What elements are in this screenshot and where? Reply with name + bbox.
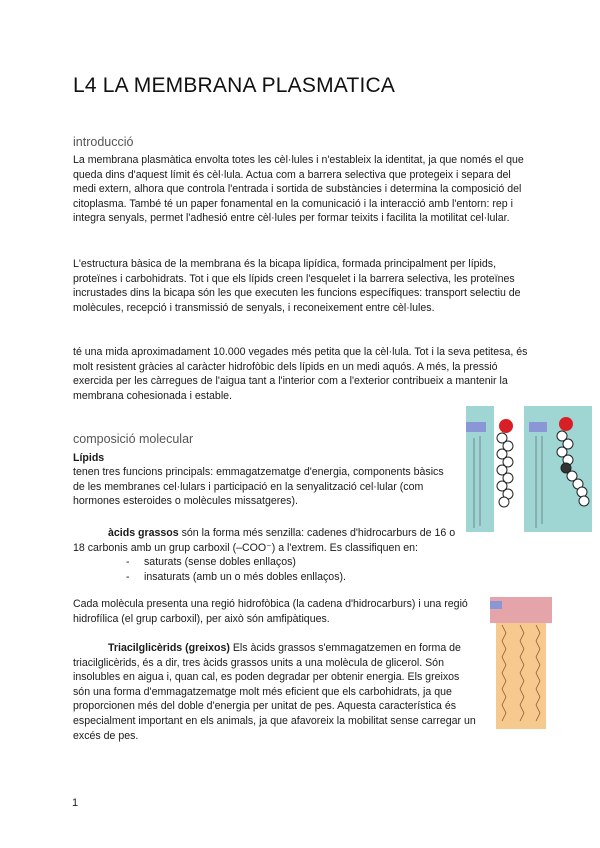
carbon-atom [577, 487, 587, 497]
oxygen-atom [499, 419, 513, 433]
triacylglyceride-figure [490, 597, 552, 729]
triacylglycerides-text: Els àcids grassos s'emmagatzemen en forma de triacilglicèrids, és a dir, tres àcids grassos units a una molècula de glicerol. Són insolubles en aigua i, quan cal, es poden degradar per obtenir energia. Els greixos són una forma d'emmagatzematge molt més eficient que els carbohidrats, ja que proporcionen més del doble d'energia per unitat de pes. Aquesta característica és especialment important en els animals, ja que afavoreix la mobilitat sense carregar un excés de pes. [73, 642, 476, 742]
carbon-atom [499, 497, 509, 507]
page-number: 1 [72, 797, 79, 809]
fatty-acids-text: són la forma més senzilla: cadenes d'hidrocarburs de 16 o 18 carbonis amb un grup carboxil (–COO⁻) a l'extrem. Es classifiquen en: [73, 527, 456, 554]
fatty-acid-types [124, 555, 424, 584]
lipids-text: tenen tres funcions principals: emmagatzematge d'energia, components bàsics de les membranes cel·lulars i participació en la senyalització cel·lular (com hormones esteroides o molècules missatgeres). [73, 466, 444, 508]
section-heading-intro: introducció [73, 135, 134, 149]
intro-paragraph-3: té una mida aproximadament 10.000 vegades més petita que la cèl·lula. Tot i la seva petitesa, és molt resistent gràcies al caràcter hidrofòbic dels lípids en un medi aquós. A més, la pressió exercida per les càrregues de l'aigua tant a l'interior com a l'exterior contribueix a mantenir la membrana cohesionada i estable. [73, 346, 528, 402]
lipids-title: Lípids [73, 452, 105, 464]
intro-paragraph-1: La membrana plasmàtica envolta totes les cèl·lules i n'estableix la identitat, ja que només el que queda dins d'aquest límit és cèl·lula. Actua com a barrera selectiva que protegeix i separa del medi extern, alhora que controla l'entrada i sortida de substàncies i determina la composició del citoplasma. També té un paper fonamental en la comunicació i la interacció amb l'entorn: rep i integra senyals, permet l'adhesió entre cèl·lules per formar teixits i facilita la motilitat cel·lular. [73, 154, 524, 225]
list-item: - saturats (sense dobles enllaços) [124, 555, 424, 570]
carboxyl-label-box [529, 422, 547, 432]
fatty-acid-molecule-figure [466, 406, 592, 532]
triacylglycerides-term: Triacilglicèrids (greixos) [108, 642, 230, 654]
carbon-atom [579, 496, 589, 506]
page-title: L4 LA MEMBRANA PLASMATICA [73, 74, 396, 97]
fatty-acids-paragraph [73, 526, 458, 555]
carboxyl-label-box [466, 422, 486, 432]
section-heading-composition: composició molecular [73, 432, 194, 446]
glycerol-label-box [490, 601, 502, 609]
intro-paragraph-2: L'estructura bàsica de la membrana és la bicapa lipídica, formada principalment per lípids, proteïnes i carbohidrats. Tot i que els lípids creen l'esquelet i la barrera selectiva, les proteïnes incrustades dins la bicapa són les que executen les funcions específiques: transport selectiu de molècules, recepció i transmissió de senyals, i reconeixement entre cèl·lules. [73, 258, 521, 314]
glycerol-region [490, 597, 552, 623]
fatty-acids-term: àcids grassos [108, 527, 179, 539]
amphipathic-paragraph: Cada molècula presenta una regió hidrofòbica (la cadena d'hidrocarburs) i una regió hidrofílica (el grup carboxil), per això són amfipàtiques. [73, 598, 468, 625]
triacylglycerides-paragraph [73, 641, 478, 743]
oxygen-atom [559, 417, 573, 431]
list-item: - insaturats (amb un o més dobles enllaços). [124, 570, 424, 585]
